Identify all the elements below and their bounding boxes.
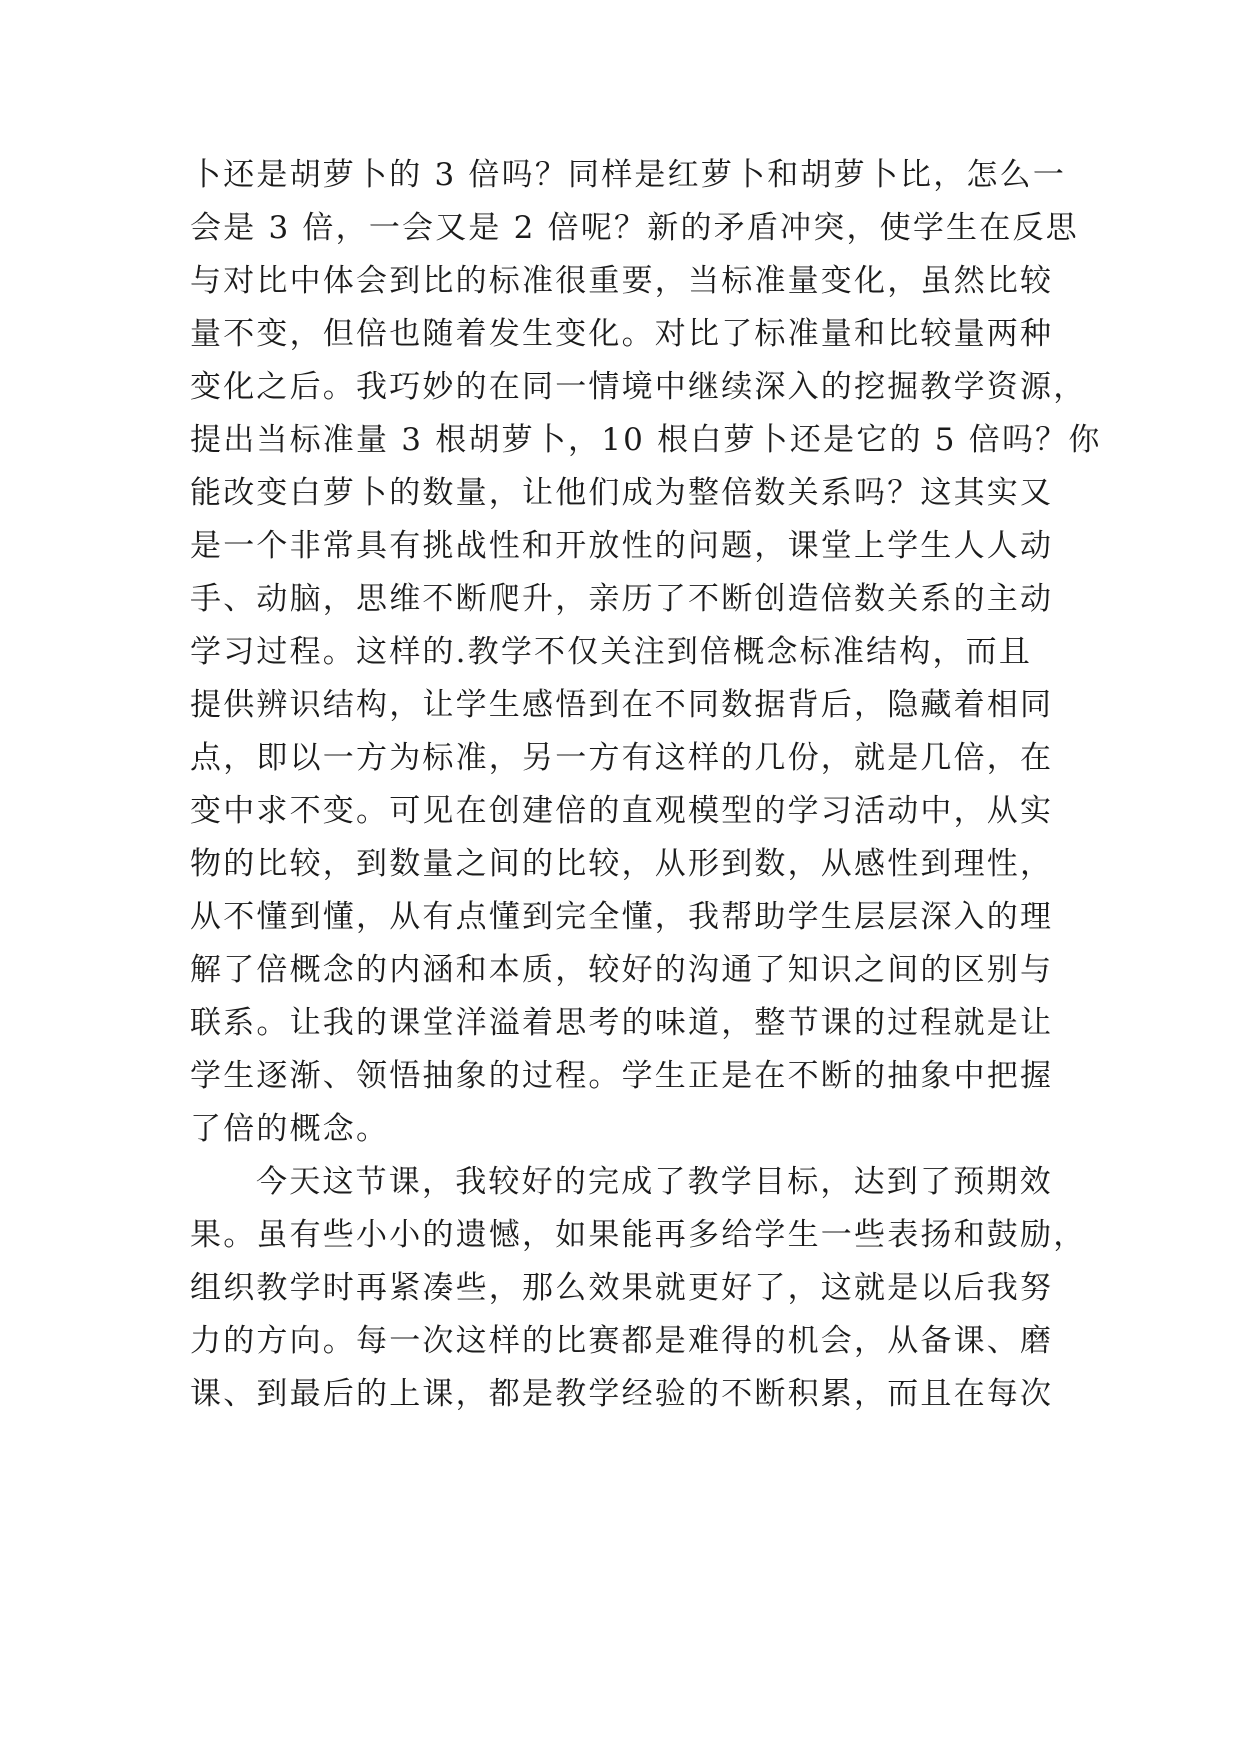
text-line: 今天这节课，我较好的完成了教学目标，达到了预期效 (256, 1164, 1053, 1200)
text-line: 课、到最后的上课，都是教学经验的不断积累，而且在每次 (190, 1376, 1054, 1412)
text-line: 是一个非常具有挑战性和开放性的问题，课堂上学生人人动 (190, 528, 1054, 564)
text-line: 提供辨识结构，让学生感悟到在不同数据背后，隐藏着相同 (190, 687, 1054, 723)
text-line: 会是 3 倍，一会又是 2 倍呢？新的矛盾冲突，使学生在反思 (190, 210, 1079, 246)
text-line: 组织教学时再紧凑些，那么效果就更好了，这就是以后我努 (190, 1270, 1054, 1306)
text-line: 解了倍概念的内涵和本质，较好的沟通了知识之间的区别与 (190, 952, 1054, 988)
text-line: 学习过程。这样的.教学不仅关注到倍概念标准结构，而且 (190, 634, 1033, 670)
text-line: 与对比中体会到比的标准很重要，当标准量变化，虽然比较 (190, 263, 1054, 299)
text-line: 变中求不变。可见在创建倍的直观模型的学习活动中，从实 (190, 793, 1054, 829)
text-line: 提出当标准量 3 根胡萝卜，10 根白萝卜还是它的 5 倍吗？你 (190, 422, 1102, 458)
text-line: 能改变白萝卜的数量，让他们成为整倍数关系吗？这其实又 (190, 475, 1054, 511)
text-line: 学生逐渐、领悟抽象的过程。学生正是在不断的抽象中把握 (190, 1058, 1054, 1094)
text-line: 从不懂到懂，从有点懂到完全懂，我帮助学生层层深入的理 (190, 899, 1054, 935)
text-line: 物的比较，到数量之间的比较，从形到数，从感性到理性， (190, 846, 1054, 882)
text-line: 点，即以一方为标准，另一方有这样的几份，就是几倍，在 (190, 740, 1054, 776)
text-line: 联系。让我的课堂洋溢着思考的味道，整节课的过程就是让 (190, 1005, 1054, 1041)
text-line: 卜还是胡萝卜的 3 倍吗？同样是红萝卜和胡萝卜比，怎么一 (190, 157, 1067, 193)
text-line: 了倍的概念。 (190, 1111, 390, 1147)
text-line: 果。虽有些小小的遗憾，如果能再多给学生一些表扬和鼓励， (190, 1217, 1087, 1253)
text-line: 手、动脑，思维不断爬升，亲历了不断创造倍数关系的主动 (190, 581, 1054, 617)
text-line: 量不变，但倍也随着发生变化。对比了标准量和比较量两种 (190, 316, 1054, 352)
text-line: 力的方向。每一次这样的比赛都是难得的机会，从备课、磨 (190, 1323, 1054, 1359)
text-line: 变化之后。我巧妙的在同一情境中继续深入的挖掘教学资源， (190, 369, 1087, 405)
